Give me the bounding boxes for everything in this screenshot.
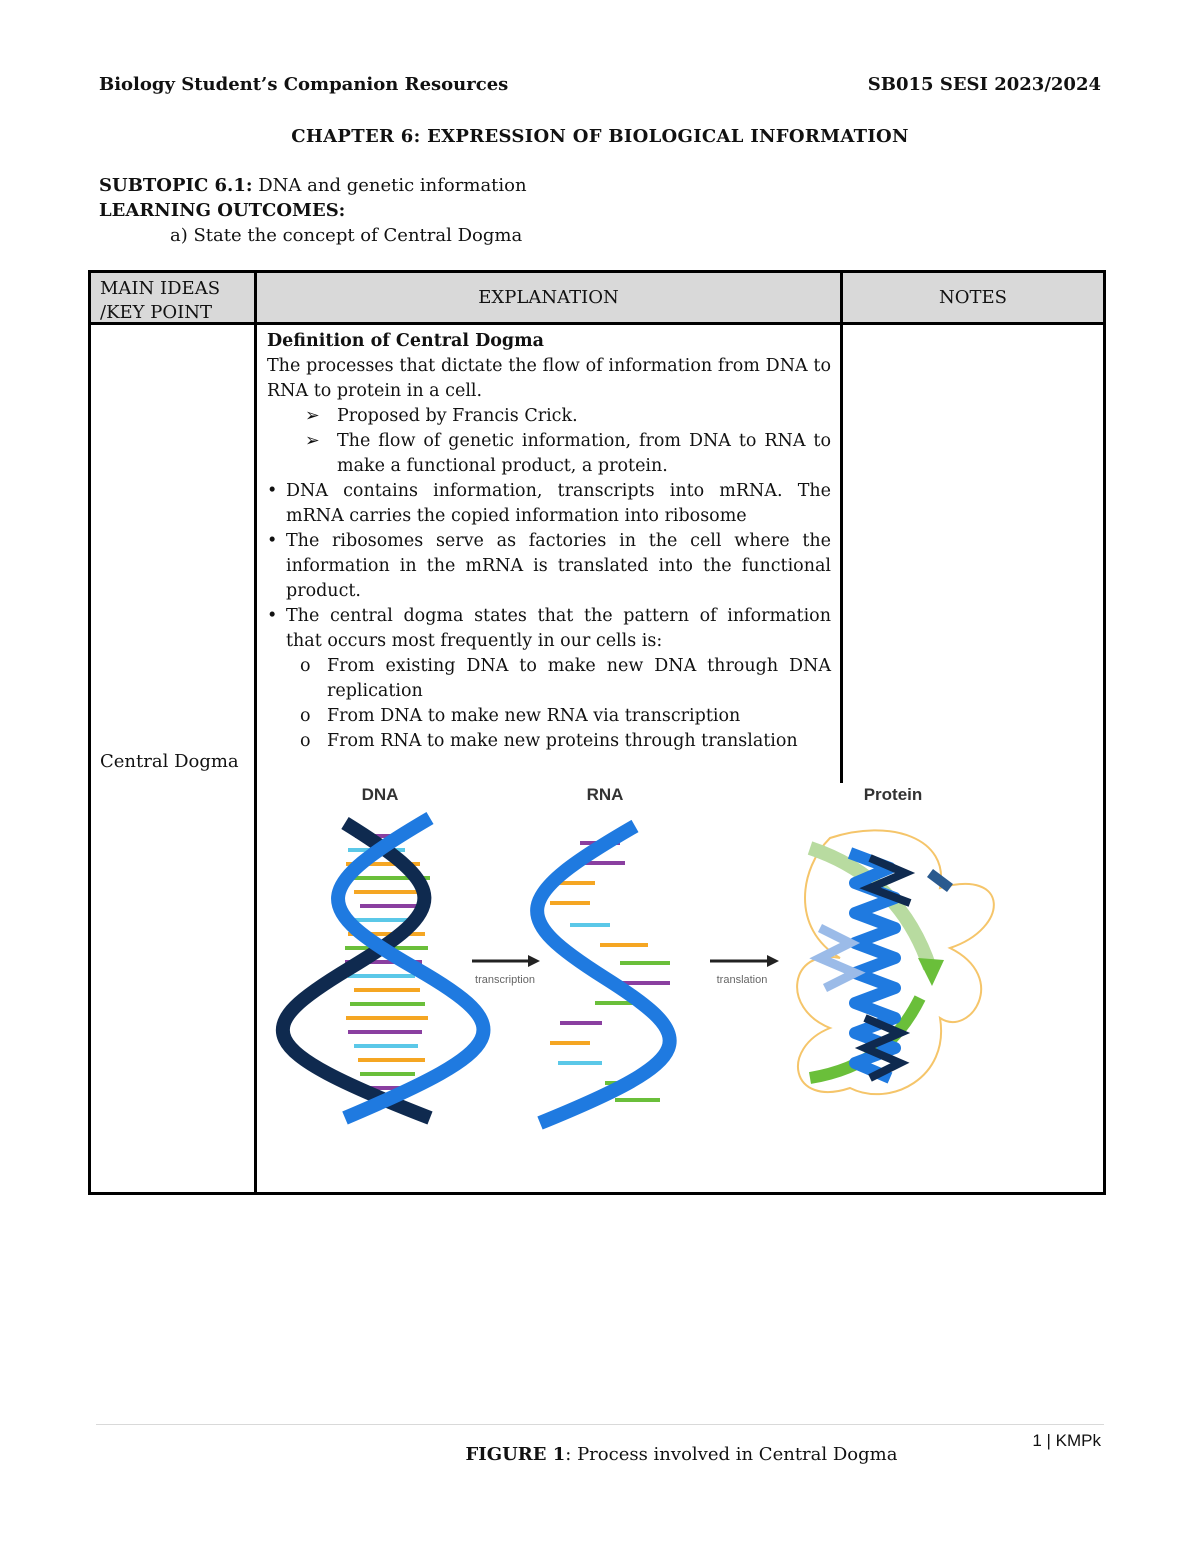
header-left: Biology Student’s Companion Resources (99, 74, 509, 95)
footer-divider (96, 1424, 1104, 1425)
rna-strand-graphic (537, 826, 670, 1123)
dna-helix-graphic (283, 818, 484, 1118)
circle-bullet-icon: o (300, 656, 311, 676)
bullet-icon: • (267, 531, 278, 551)
subtopic (99, 175, 527, 196)
circle-bullet-icon: o (300, 731, 311, 751)
header-main-ideas: MAIN IDEAS /KEY POINT (100, 278, 221, 323)
translation-arrow (710, 955, 779, 967)
definition-text: The processes that dictate the flow of information from DNA to RNA to protein in a cell. (267, 356, 831, 401)
bullet-icon: • (267, 481, 278, 501)
figure-caption-text: : Process involved in Central Dogma (565, 1444, 898, 1465)
header-notes: NOTES (939, 287, 1007, 308)
transcription-label: transcription (475, 974, 535, 986)
bullet-icon: • (267, 606, 278, 626)
explanation-cell (267, 329, 831, 754)
subtopic-label: SUBTOPIC 6.1: (99, 175, 253, 196)
list-item: o From existing DNA to make new DNA through DNA replication (300, 656, 831, 701)
figure-caption (91, 1444, 1107, 1465)
arrow-bullet-icon: ➢ (305, 431, 320, 451)
list-item: • The ribosomes serve as factories in the cell where the information in the mRNA is translated into the functional product. (267, 531, 831, 601)
main-idea-cell: Central Dogma (100, 751, 239, 772)
rna-label: RNA (586, 785, 624, 804)
page-footer: 1 | KMPk (1032, 1431, 1101, 1450)
learning-outcomes-label: LEARNING OUTCOMES: (99, 200, 346, 221)
subtopic-text: DNA and genetic information (258, 175, 527, 196)
list-item: • DNA contains information, transcripts into mRNA. The mRNA carries the copied information into ribosome (267, 481, 831, 526)
protein-structure-graphic (797, 830, 994, 1094)
central-dogma-figure (250, 778, 1010, 1138)
translation-label: translation (716, 974, 768, 986)
header-explanation: EXPLANATION (478, 287, 619, 308)
header-right: SB015 SESI 2023/2024 (867, 74, 1101, 95)
list-item: • The central dogma states that the pattern of information that occurs most frequently in our cells is: (267, 606, 831, 651)
column-divider (840, 273, 843, 783)
list-item: ➢ Proposed by Francis Crick. (267, 404, 831, 429)
list-item: ➢ The flow of genetic information, from DNA to RNA to make a functional product, a protein. (305, 431, 831, 476)
list-item: o From RNA to make new proteins through translation (267, 729, 831, 754)
dna-label: DNA (361, 785, 399, 804)
transcription-arrow (472, 955, 540, 967)
list-item: o From DNA to make new RNA via transcription (267, 704, 831, 729)
definition-title: Definition of Central Dogma (267, 331, 545, 351)
arrow-bullet-icon: ➢ (305, 406, 320, 426)
circle-bullet-icon: o (300, 706, 311, 726)
learning-outcome-item: a) State the concept of Central Dogma (170, 225, 523, 246)
chapter-title: CHAPTER 6: EXPRESSION OF BIOLOGICAL INFORMATION (291, 126, 909, 147)
protein-label: Protein (863, 785, 923, 804)
figure-caption-label: FIGURE 1 (465, 1444, 566, 1465)
